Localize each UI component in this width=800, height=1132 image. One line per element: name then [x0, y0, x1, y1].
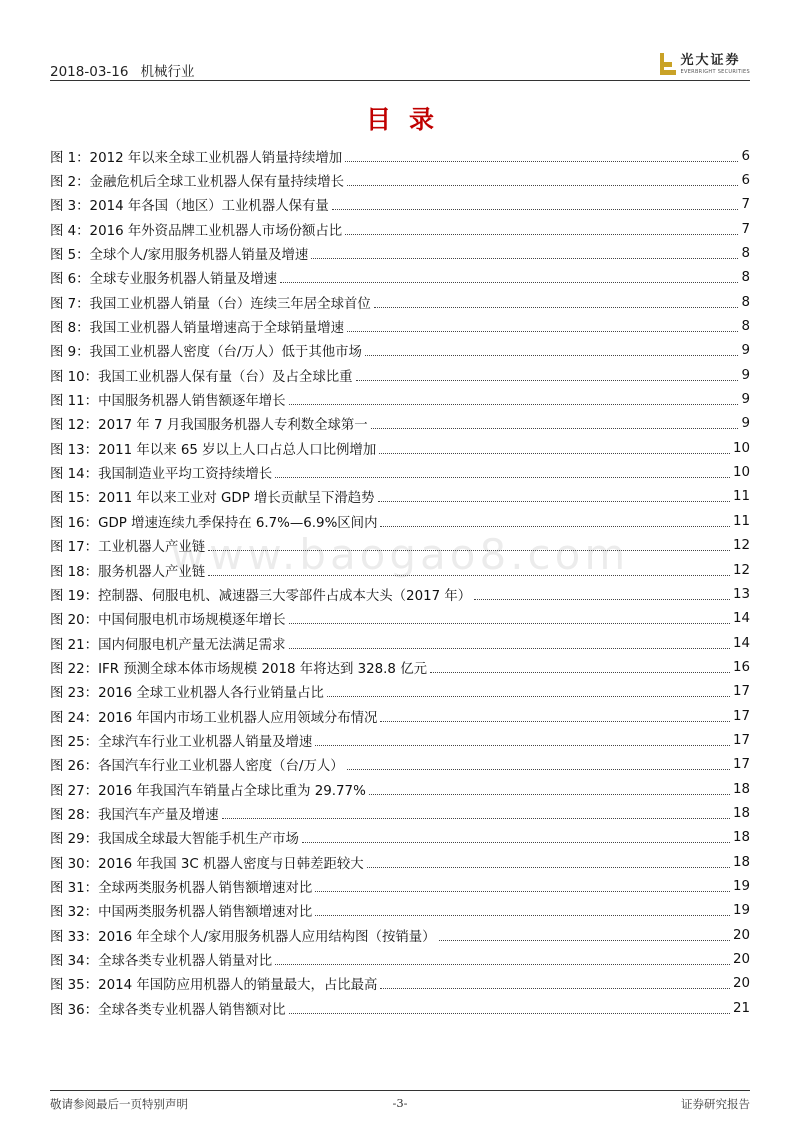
toc-leader-dots	[378, 500, 730, 502]
toc-entry[interactable]	[50, 241, 750, 265]
toc-entry-label: 图 23：2016 全球工业机器人各行业销量占比	[50, 686, 324, 702]
page-title: 目录	[365, 105, 452, 134]
footer-divider	[50, 1090, 750, 1091]
toc-entry[interactable]	[50, 607, 750, 631]
toc-entry-page: 6	[741, 173, 750, 189]
toc-entry-label: 图 9：我国工业机器人密度（台/万人）低于其他市场	[50, 345, 362, 361]
toc-entry[interactable]	[50, 144, 750, 168]
toc-entry-page: 9	[741, 392, 750, 408]
toc-entry[interactable]	[50, 753, 750, 777]
toc-entry-label: 图 24：2016 年国内市场工业机器人应用领域分布情况	[50, 710, 378, 726]
toc-leader-dots	[315, 914, 730, 916]
toc-leader-dots	[380, 987, 730, 989]
toc-leader-dots	[380, 720, 730, 722]
toc-entry-page: 10	[732, 465, 750, 481]
toc-entry-page: 9	[741, 416, 750, 432]
toc-entry-page: 11	[732, 513, 750, 529]
toc-entry[interactable]	[50, 509, 750, 533]
toc-entry-label: 图 6：全球专业服务机器人销量及增速	[50, 272, 278, 288]
toc-entry-page: 17	[732, 732, 750, 748]
toc-entry[interactable]	[50, 582, 750, 606]
toc-entry-page: 18	[732, 781, 750, 797]
toc-entry-page: 18	[732, 830, 750, 846]
toc-entry[interactable]	[50, 314, 750, 338]
toc-entry-label: 图 34：全球各类专业机器人销量对比	[50, 954, 273, 970]
header-text	[50, 60, 194, 80]
toc-entry-page: 6	[741, 148, 750, 164]
report-date: 2018-03-16	[50, 64, 129, 80]
toc-entry-page: 9	[741, 367, 750, 383]
toc-leader-dots	[347, 330, 738, 332]
toc-entry-page: 17	[732, 708, 750, 724]
toc-entry-page: 17	[732, 684, 750, 700]
toc-leader-dots	[371, 427, 739, 429]
toc-leader-dots	[474, 598, 730, 600]
toc-entry[interactable]	[50, 460, 750, 484]
toc-entry[interactable]	[50, 874, 750, 898]
toc-leader-dots	[439, 939, 730, 941]
toc-entry-page: 12	[732, 562, 750, 578]
toc-entry-label: 图 28：我国汽车产量及增速	[50, 807, 219, 823]
toc-entry-label: 图 29：我国成全球最大智能手机生产市场	[50, 832, 299, 848]
toc-entry-page: 13	[732, 586, 750, 602]
toc-entry-label: 图 3：2014 年各国（地区）工业机器人保有量	[50, 199, 329, 215]
toc-entry-page: 14	[732, 635, 750, 651]
toc-entry[interactable]	[50, 436, 750, 460]
toc-entry-label: 图 10：我国工业机器人保有量（台）及占全球比重	[50, 369, 353, 385]
toc-leader-dots	[208, 549, 730, 551]
toc-entry[interactable]	[50, 266, 750, 290]
toc-entry-page: 8	[741, 319, 750, 335]
toc-leader-dots	[347, 768, 730, 770]
toc-leader-dots	[345, 233, 738, 235]
toc-entry[interactable]	[50, 168, 750, 192]
toc-entry[interactable]	[50, 972, 750, 996]
toc-entry-label: 图 15：2011 年以来工业对 GDP 增长贡献呈下滑趋势	[50, 491, 375, 507]
toc-entry-page: 19	[732, 878, 750, 894]
toc-entry-label: 图 17：工业机器人产业链	[50, 540, 206, 556]
industry-name: 机械行业	[140, 64, 195, 80]
toc-entry[interactable]	[50, 387, 750, 411]
toc-entry-label: 图 22：IFR 预测全球本体市场规模 2018 年将达到 328.8 亿元	[50, 661, 427, 677]
toc-entry-label: 图 27：2016 年我国汽车销量占全球比重为 29.77%	[50, 783, 366, 799]
header-divider	[50, 80, 750, 81]
toc-entry-label: 图 30：2016 年我国 3C 机器人密度与日韩差距较大	[50, 856, 364, 872]
toc-entry-label: 图 13：2011 年以来 65 岁以上人口占总人口比例增加	[50, 442, 377, 458]
toc-leader-dots	[374, 306, 739, 308]
toc-entry-label: 图 7：我国工业机器人销量（台）连续三年居全球首位	[50, 296, 371, 312]
toc-leader-dots	[430, 671, 730, 673]
toc-entry[interactable]	[50, 899, 750, 923]
toc-entry[interactable]	[50, 777, 750, 801]
toc-entry-page: 7	[741, 221, 750, 237]
logo-mark-icon	[660, 53, 676, 75]
toc-entry[interactable]	[50, 923, 750, 947]
toc-entry-label: 图 36：全球各类专业机器人销售额对比	[50, 1002, 286, 1018]
toc-leader-dots	[302, 841, 730, 843]
toc-entry[interactable]	[50, 680, 750, 704]
toc-entry-page: 8	[741, 270, 750, 286]
toc-entry-label: 图 14：我国制造业平均工资持续增长	[50, 467, 273, 483]
toc-leader-dots	[289, 647, 730, 649]
toc-entry[interactable]	[50, 558, 750, 582]
toc-leader-dots	[332, 208, 739, 210]
toc-entry[interactable]	[50, 996, 750, 1020]
toc-entry[interactable]	[50, 826, 750, 850]
toc-leader-dots	[369, 793, 730, 795]
toc-leader-dots	[289, 1012, 730, 1014]
toc-leader-dots	[289, 622, 730, 624]
toc-entry-label: 图 32：中国两类服务机器人销售额增速对比	[50, 905, 313, 921]
footer-report-type: 证券研究报告	[681, 1097, 750, 1111]
toc-leader-dots	[275, 476, 730, 478]
logo-english-name: EVERBRIGHT SECURITIES	[680, 68, 750, 75]
toc-entry-label: 图 19：控制器、伺服电机、减速器三大零部件占成本大头（2017 年）	[50, 588, 472, 604]
page-header	[50, 52, 750, 80]
toc-entry-page: 14	[732, 611, 750, 627]
toc-leader-dots	[289, 403, 739, 405]
toc-entry-page: 19	[732, 903, 750, 919]
toc-leader-dots	[380, 525, 729, 527]
toc-entry-page: 20	[732, 927, 750, 943]
toc-entry-page: 21	[732, 1000, 750, 1016]
toc-entry-label: 图 26：各国汽车行业工业机器人密度（台/万人）	[50, 759, 344, 775]
toc-entry-label: 图 1：2012 年以来全球工业机器人销量持续增加	[50, 150, 343, 166]
toc-entry[interactable]	[50, 193, 750, 217]
footer-disclaimer: 敬请参阅最后一页特别声明	[50, 1097, 188, 1111]
toc-entry[interactable]	[50, 947, 750, 971]
toc-leader-dots	[367, 866, 730, 868]
toc-entry-page: 16	[732, 659, 750, 675]
toc-entry-label: 图 35：2014 年国防应用机器人的销量最大，占比最高	[50, 978, 378, 994]
toc-entry[interactable]	[50, 631, 750, 655]
toc-leader-dots	[222, 817, 730, 819]
logo-chinese-name: 光大证券	[680, 52, 741, 68]
toc-entry-label: 图 20：中国伺服电机市场规模逐年增长	[50, 613, 286, 629]
toc-leader-dots	[275, 963, 730, 965]
toc-leader-dots	[315, 890, 730, 892]
toc-entry[interactable]	[50, 412, 750, 436]
everbright-logo	[660, 50, 750, 78]
toc-entry-label: 图 25：全球汽车行业工业机器人销量及增速	[50, 734, 313, 750]
toc-entry-label: 图 8：我国工业机器人销量增速高于全球销量增速	[50, 321, 344, 337]
toc-entry[interactable]	[50, 728, 750, 752]
toc-entry-page: 17	[732, 757, 750, 773]
toc-entry-label: 图 2：金融危机后全球工业机器人保有量持续增长	[50, 175, 344, 191]
toc-entry-page: 11	[732, 489, 750, 505]
toc-entry-page: 7	[741, 197, 750, 213]
toc-entry-label: 图 12：2017 年 7 月我国服务机器人专利数全球第一	[50, 418, 368, 434]
toc-leader-dots	[208, 574, 730, 576]
toc-leader-dots	[379, 452, 730, 454]
toc-entry-page: 18	[732, 805, 750, 821]
toc-entry-page: 12	[732, 538, 750, 554]
toc-entry[interactable]	[50, 485, 750, 509]
toc-entry[interactable]	[50, 534, 750, 558]
toc-entry-page: 20	[732, 952, 750, 968]
toc-entry-label: 图 31：全球两类服务机器人销售额增速对比	[50, 880, 313, 896]
toc-leader-dots	[327, 695, 730, 697]
toc-entry-page: 8	[741, 294, 750, 310]
toc-entry-page: 10	[732, 440, 750, 456]
toc-leader-dots	[345, 160, 738, 162]
table-of-figures	[50, 144, 750, 1020]
toc-entry-label: 图 33：2016 年全球个人/家用服务机器人应用结构图（按销量）	[50, 929, 436, 945]
toc-entry[interactable]	[50, 801, 750, 825]
toc-leader-dots	[356, 379, 739, 381]
toc-entry-label: 图 5：全球个人/家用服务机器人销量及增速	[50, 248, 309, 264]
toc-leader-dots	[311, 257, 738, 259]
toc-entry-label: 图 4：2016 年外资品牌工业机器人市场份额占比	[50, 223, 343, 239]
toc-entry[interactable]	[50, 655, 750, 679]
watermark: www.baogao8.com	[170, 530, 630, 579]
page-number: -3-	[392, 1096, 408, 1110]
toc-entry[interactable]	[50, 217, 750, 241]
toc-entry-page: 9	[741, 343, 750, 359]
toc-leader-dots	[347, 184, 738, 186]
toc-entry[interactable]	[50, 290, 750, 314]
toc-leader-dots	[280, 281, 738, 283]
toc-entry-label: 图 16：GDP 增速连续九季保持在 6.7%—6.9%区间内	[50, 515, 378, 531]
page-footer	[50, 1096, 750, 1114]
toc-entry[interactable]	[50, 339, 750, 363]
toc-entry-page: 8	[741, 246, 750, 262]
toc-entry-label: 图 11：中国服务机器人销售额逐年增长	[50, 394, 286, 410]
toc-entry-page: 18	[732, 854, 750, 870]
toc-entry[interactable]	[50, 704, 750, 728]
toc-entry[interactable]	[50, 363, 750, 387]
toc-entry-label: 图 18：服务机器人产业链	[50, 564, 206, 580]
toc-leader-dots	[365, 354, 739, 356]
toc-entry-label: 图 21：国内伺服电机产量无法满足需求	[50, 637, 286, 653]
toc-entry-page: 20	[732, 976, 750, 992]
toc-entry[interactable]	[50, 850, 750, 874]
toc-leader-dots	[315, 744, 730, 746]
